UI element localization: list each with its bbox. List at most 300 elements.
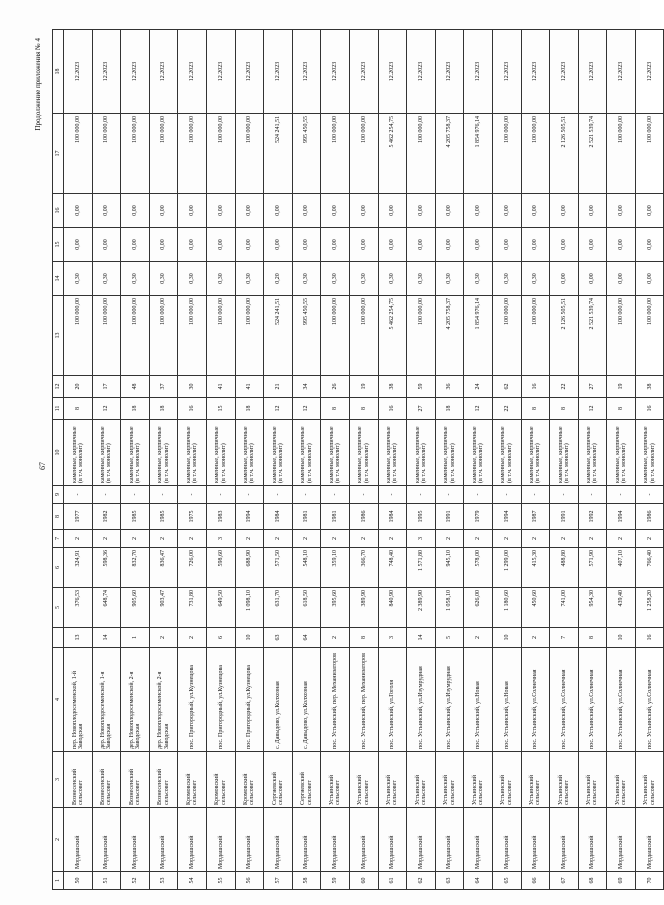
cell-area-living: 945,10 (435, 548, 464, 588)
cell-wall-material: каменные, кирпичные (в т.ч. монолит) (607, 420, 636, 486)
cell-house: 10 (235, 628, 264, 648)
cell-floors: 2 (121, 530, 150, 548)
cell-wall-material: каменные, кирпичные (в т.ч. монолит) (521, 420, 550, 486)
cell-residents: 19 (607, 376, 636, 398)
column-number: 10 (53, 420, 64, 486)
cell-col15: 0,00 (92, 228, 121, 262)
cell-wear: 0,30 (292, 262, 321, 296)
cell-year: 1981 (321, 504, 350, 530)
cell-house: 8 (578, 628, 607, 648)
cell-settlement: Устьинский сельсовет (349, 752, 378, 808)
cell-settlement: Устьинский сельсовет (550, 752, 579, 808)
cell-district: Мордашский (492, 808, 521, 872)
cell-total: 5 462 254,75 (378, 114, 407, 194)
cell-area-living: 359,10 (321, 548, 350, 588)
column-number: 2 (53, 808, 64, 872)
cell-total: 1 854 976,14 (464, 114, 493, 194)
cell-wear: 0,00 (607, 262, 636, 296)
cell-settlement: Устьинский сельсовет (635, 752, 664, 808)
column-number-row (53, 30, 64, 890)
cell-address: пос. Устьинский, пер. Механизаторов (349, 648, 378, 752)
cell-floors: 3 (206, 530, 235, 548)
cell-wear: 0,30 (149, 262, 178, 296)
column-number: 13 (53, 296, 64, 376)
cell-year: 1986 (349, 504, 378, 530)
cell-floors: 2 (521, 530, 550, 548)
page-number: 67 (38, 462, 47, 470)
cell-house: 10 (607, 628, 636, 648)
cell-number: 51 (92, 872, 121, 890)
cell-house: 2 (464, 628, 493, 648)
cell-area-living: 407,10 (607, 548, 636, 588)
column-number: 7 (53, 530, 64, 548)
cell-settlement: Устьинский сельсовет (435, 752, 464, 808)
cell-total: 995 450,55 (292, 114, 321, 194)
cell-residents: 34 (292, 376, 321, 398)
cell-wear: 0,30 (121, 262, 150, 296)
cell-deadline: 12.2023 (521, 30, 550, 114)
column-number: 8 (53, 504, 64, 530)
cell-total: 100 000,00 (521, 114, 550, 194)
cell-number: 68 (578, 872, 607, 890)
cell-total: 100 000,00 (235, 114, 264, 194)
cell-address: пос. Устьинский, ул.Солнечная (578, 648, 607, 752)
cell-number: 70 (635, 872, 664, 890)
cell-apartments: 12 (92, 398, 121, 420)
cell-wear: 0,30 (407, 262, 436, 296)
cell-col16: 0,00 (149, 194, 178, 228)
cell-number: 66 (521, 872, 550, 890)
cell-reconstruction: - (92, 486, 121, 504)
cell-residents: 62 (492, 376, 521, 398)
cell-district: Мордашский (92, 808, 121, 872)
cell-number: 50 (64, 872, 93, 890)
cell-district: Мордашский (464, 808, 493, 872)
cell-settlement: Вознесенский сельсовет (92, 752, 121, 808)
cell-number: 52 (121, 872, 150, 890)
cell-district: Мордашский (435, 808, 464, 872)
cell-settlement: Устьинский сельсовет (492, 752, 521, 808)
cell-col16: 0,00 (607, 194, 636, 228)
cell-residents: 41 (235, 376, 264, 398)
cell-number: 63 (435, 872, 464, 890)
cell-floors: 2 (349, 530, 378, 548)
cell-apartments: 12 (578, 398, 607, 420)
cell-col16: 0,00 (64, 194, 93, 228)
cell-wall-material: каменные, кирпичные (в т.ч. монолит) (178, 420, 207, 486)
cell-area-total: 439,40 (607, 588, 636, 628)
cell-area-living: 598,36 (92, 548, 121, 588)
cell-address: дер. Новоплодосеменской, 1-я Заводская (92, 648, 121, 752)
cell-area-living: 598,60 (206, 548, 235, 588)
cell-settlement: Устьинский сельсовет (607, 752, 636, 808)
cell-apartments: 8 (521, 398, 550, 420)
cell-total: 2 521 539,74 (578, 114, 607, 194)
cell-col16: 0,00 (435, 194, 464, 228)
cell-year: 1981 (292, 504, 321, 530)
cell-total: 100 000,00 (349, 114, 378, 194)
cell-district: Мордашский (121, 808, 150, 872)
cell-residents: 36 (435, 376, 464, 398)
cell-cost: 100 000,00 (492, 296, 521, 376)
cell-floors: 2 (235, 530, 264, 548)
cell-year: 1979 (464, 504, 493, 530)
cell-deadline: 12.2023 (550, 30, 579, 114)
cell-col16: 0,00 (349, 194, 378, 228)
cell-apartments: 16 (378, 398, 407, 420)
table-row (492, 30, 521, 890)
cell-district: Мордашский (149, 808, 178, 872)
cell-wear: 0,30 (92, 262, 121, 296)
cell-wall-material: каменные, кирпичные (в т.ч. монолит) (550, 420, 579, 486)
cell-residents: 26 (321, 376, 350, 398)
cell-area-living: 688,90 (235, 548, 264, 588)
cell-apartments: 8 (349, 398, 378, 420)
cell-deadline: 12.2023 (64, 30, 93, 114)
table-row (292, 30, 321, 890)
cell-col15: 0,00 (492, 228, 521, 262)
cell-number: 53 (149, 872, 178, 890)
cell-col15: 0,00 (435, 228, 464, 262)
cell-house: 1 (121, 628, 150, 648)
cell-col16: 0,00 (578, 194, 607, 228)
cell-floors: 2 (64, 530, 93, 548)
cell-col15: 0,00 (464, 228, 493, 262)
cell-year: 1977 (64, 504, 93, 530)
column-number: 11 (53, 398, 64, 420)
cell-reconstruction: - (578, 486, 607, 504)
cell-area-living: 748,40 (378, 548, 407, 588)
cell-cost: 100 000,00 (178, 296, 207, 376)
cell-col15: 0,00 (349, 228, 378, 262)
cell-settlement: Устьинский сельсовет (521, 752, 550, 808)
cell-deadline: 12.2023 (149, 30, 178, 114)
cell-area-total: 1 258,20 (635, 588, 664, 628)
cell-area-living: 1 571,80 (407, 548, 436, 588)
cell-total: 100 000,00 (321, 114, 350, 194)
table-row (435, 30, 464, 890)
cell-apartments: 12 (464, 398, 493, 420)
cell-district: Мордашский (206, 808, 235, 872)
cell-deadline: 12.2023 (292, 30, 321, 114)
cell-residents: 21 (264, 376, 293, 398)
cell-district: Мордашский (607, 808, 636, 872)
cell-area-total: 389,90 (349, 588, 378, 628)
cell-reconstruction: - (635, 486, 664, 504)
cell-cost: 1 854 976,14 (464, 296, 493, 376)
cell-reconstruction: - (378, 486, 407, 504)
cell-address: пос. Устьинский, ул.Изумрудная (407, 648, 436, 752)
cell-col16: 0,00 (92, 194, 121, 228)
cell-col16: 0,00 (521, 194, 550, 228)
cell-cost: 100 000,00 (92, 296, 121, 376)
cell-address: пос. Пригородный, ул.Кузнецова (235, 648, 264, 752)
cell-address: пос. Устьинский, ул.Солнечная (607, 648, 636, 752)
cell-apartments: 12 (292, 398, 321, 420)
cell-number: 69 (607, 872, 636, 890)
cell-apartments: 15 (206, 398, 235, 420)
cell-address: дер. Новоплодосеменской, 2-я Заводская (149, 648, 178, 752)
cell-area-living: 766,40 (635, 548, 664, 588)
cell-house: 3 (378, 628, 407, 648)
cell-settlement: Устьинский сельсовет (407, 752, 436, 808)
cell-floors: 3 (407, 530, 436, 548)
cell-residents: 38 (635, 376, 664, 398)
cell-reconstruction: - (349, 486, 378, 504)
appendix-caption: Продолжение приложения № 4 (34, 38, 42, 131)
cell-wall-material: каменные, кирпичные (в т.ч. монолит) (378, 420, 407, 486)
cell-wear: 0,30 (178, 262, 207, 296)
cell-floors: 2 (378, 530, 407, 548)
cell-settlement: Устьинский сельсовет (321, 752, 350, 808)
cell-residents: 27 (578, 376, 607, 398)
cell-residents: 48 (121, 376, 150, 398)
cell-wall-material: каменные, кирпичные (в т.ч. монолит) (492, 420, 521, 486)
column-number: 9 (53, 486, 64, 504)
cell-district: Мордашский (292, 808, 321, 872)
cell-col16: 0,00 (321, 194, 350, 228)
cell-district: Мордашский (64, 808, 93, 872)
cell-number: 61 (378, 872, 407, 890)
cell-wall-material: каменные, кирпичные (в т.ч. монолит) (635, 420, 664, 486)
cell-reconstruction: - (607, 486, 636, 504)
cell-wear: 0,00 (578, 262, 607, 296)
cell-number: 58 (292, 872, 321, 890)
cell-area-total: 2 389,90 (407, 588, 436, 628)
cell-settlement: Кромовский сельсовет (178, 752, 207, 808)
cell-address: пос. Устьинский, ул.Новая (492, 648, 521, 752)
cell-cost: 100 000,00 (521, 296, 550, 376)
cell-deadline: 12.2023 (435, 30, 464, 114)
cell-district: Мордашский (521, 808, 550, 872)
cell-col16: 0,00 (206, 194, 235, 228)
cell-apartments: 18 (121, 398, 150, 420)
cell-wall-material: каменные, кирпичные (в т.ч. монолит) (578, 420, 607, 486)
cell-col15: 0,00 (178, 228, 207, 262)
cell-cost: 100 000,00 (407, 296, 436, 376)
cell-col16: 0,00 (492, 194, 521, 228)
column-number: 6 (53, 548, 64, 588)
cell-area-living: 571,50 (264, 548, 293, 588)
table-row (149, 30, 178, 890)
cell-cost: 100 000,00 (235, 296, 264, 376)
column-number: 1 (53, 872, 64, 890)
cell-reconstruction: - (235, 486, 264, 504)
cell-col15: 0,00 (292, 228, 321, 262)
cell-wall-material: каменные, кирпичные (в т.ч. монолит) (264, 420, 293, 486)
cell-col16: 0,00 (121, 194, 150, 228)
cell-area-total: 954,30 (578, 588, 607, 628)
cell-floors: 2 (321, 530, 350, 548)
cell-year: 1992 (578, 504, 607, 530)
cell-col15: 0,00 (121, 228, 150, 262)
cell-house: 6 (206, 628, 235, 648)
cell-year: 1984 (378, 504, 407, 530)
cell-total: 524 241,51 (264, 114, 293, 194)
cell-settlement: Вознесенский сельсовет (121, 752, 150, 808)
cell-year: 1984 (264, 504, 293, 530)
cell-house: 2 (178, 628, 207, 648)
cell-floors: 2 (550, 530, 579, 548)
cell-col15: 0,00 (521, 228, 550, 262)
cell-reconstruction: - (264, 486, 293, 504)
cell-wall-material: каменные, кирпичные (в т.ч. монолит) (206, 420, 235, 486)
cell-total: 100 000,00 (178, 114, 207, 194)
cell-address: дер. Новоплодосеменской, 2-я Заводская (121, 648, 150, 752)
column-number: 12 (53, 376, 64, 398)
cell-number: 59 (321, 872, 350, 890)
cell-reconstruction: - (206, 486, 235, 504)
cell-district: Мордашский (349, 808, 378, 872)
cell-district: Мордашский (635, 808, 664, 872)
cell-wear: 0,30 (349, 262, 378, 296)
table-row (178, 30, 207, 890)
cell-settlement: Кромовский сельсовет (235, 752, 264, 808)
cell-col15: 0,00 (149, 228, 178, 262)
cell-col15: 0,00 (550, 228, 579, 262)
cell-residents: 16 (521, 376, 550, 398)
table-row (635, 30, 664, 890)
cell-area-living: 726,00 (178, 548, 207, 588)
cell-residents: 59 (407, 376, 436, 398)
cell-settlement: Устьинский сельсовет (464, 752, 493, 808)
table-row (264, 30, 293, 890)
cell-district: Мордашский (178, 808, 207, 872)
cell-number: 57 (264, 872, 293, 890)
cell-col16: 0,00 (407, 194, 436, 228)
cell-wall-material: каменные, кирпичные (в т.ч. монолит) (321, 420, 350, 486)
cell-apartments: 18 (235, 398, 264, 420)
cell-district: Мордашский (378, 808, 407, 872)
cell-settlement: Кромовский сельсовет (206, 752, 235, 808)
cell-area-total: 731,80 (178, 588, 207, 628)
cell-deadline: 12.2023 (321, 30, 350, 114)
cell-deadline: 12.2023 (121, 30, 150, 114)
cell-address: пос. Устьинский, ул.Изумрудная (435, 648, 464, 752)
cell-address: пер. Новоплодосеменской, 1-й Заводская (64, 648, 93, 752)
cell-house: 2 (521, 628, 550, 648)
cell-wall-material: каменные, кирпичные (в т.ч. монолит) (464, 420, 493, 486)
cell-wear: 0,30 (206, 262, 235, 296)
cell-col16: 0,00 (292, 194, 321, 228)
cell-deadline: 12.2023 (407, 30, 436, 114)
cell-area-living: 415,30 (521, 548, 550, 588)
cell-house: 14 (92, 628, 121, 648)
cell-residents: 24 (464, 376, 493, 398)
cell-wear: 0,30 (492, 262, 521, 296)
cell-house: 8 (349, 628, 378, 648)
cell-year: 1994 (235, 504, 264, 530)
cell-area-total: 626,00 (464, 588, 493, 628)
cell-total: 100 000,00 (407, 114, 436, 194)
cell-district: Мордашский (407, 808, 436, 872)
cell-area-total: 395,60 (321, 588, 350, 628)
cell-residents: 41 (206, 376, 235, 398)
cell-district: Мордашский (321, 808, 350, 872)
cell-address: пос. Пригородный, ул.Кузнецова (178, 648, 207, 752)
cell-address: пос. Пригородный, ул.Кузнецова (206, 648, 235, 752)
cell-floors: 2 (178, 530, 207, 548)
table-row (121, 30, 150, 890)
cell-address: пос. Устьинский, ул.Солнечная (521, 648, 550, 752)
column-number: 5 (53, 588, 64, 628)
cell-cost: 524 241,51 (264, 296, 293, 376)
cell-area-total: 903,47 (149, 588, 178, 628)
cell-wear: 0,00 (550, 262, 579, 296)
cell-area-total: 376,53 (64, 588, 93, 628)
cell-wall-material: каменные, кирпичные (в т.ч. монолит) (435, 420, 464, 486)
cell-wall-material: каменные, кирпичные (в т.ч. монолит) (121, 420, 150, 486)
cell-reconstruction: - (464, 486, 493, 504)
cell-area-living: 324,91 (64, 548, 93, 588)
table-row (550, 30, 579, 890)
cell-apartments: 18 (435, 398, 464, 420)
cell-wear: 0,30 (378, 262, 407, 296)
cell-total: 100 000,00 (492, 114, 521, 194)
cell-house: 14 (407, 628, 436, 648)
cell-year: 1975 (178, 504, 207, 530)
cell-cost: 100 000,00 (149, 296, 178, 376)
table-row (92, 30, 121, 890)
cell-house: 7 (550, 628, 579, 648)
cell-residents: 17 (92, 376, 121, 398)
cell-total: 100 000,00 (149, 114, 178, 194)
cell-cost: 100 000,00 (607, 296, 636, 376)
cell-deadline: 12.2023 (378, 30, 407, 114)
cell-wear: 0,30 (464, 262, 493, 296)
cell-total: 100 000,00 (206, 114, 235, 194)
table-row (521, 30, 550, 890)
cell-apartments: 16 (635, 398, 664, 420)
cell-number: 62 (407, 872, 436, 890)
cell-deadline: 12.2023 (635, 30, 664, 114)
table-row (235, 30, 264, 890)
cell-floors: 2 (92, 530, 121, 548)
cell-wall-material: каменные, кирпичные (в т.ч. монолит) (149, 420, 178, 486)
cell-floors: 2 (578, 530, 607, 548)
cell-col16: 0,00 (235, 194, 264, 228)
cell-area-total: 1 058,10 (435, 588, 464, 628)
cell-wear: 0,00 (635, 262, 664, 296)
cell-col15: 0,00 (235, 228, 264, 262)
cell-reconstruction: - (149, 486, 178, 504)
cell-address: пос. Устьинский, ул.Солнечная (635, 648, 664, 752)
cell-number: 56 (235, 872, 264, 890)
cell-deadline: 12.2023 (92, 30, 121, 114)
cell-area-living: 366,70 (349, 548, 378, 588)
cell-residents: 22 (550, 376, 579, 398)
cell-residents: 20 (64, 376, 93, 398)
cell-col16: 0,00 (178, 194, 207, 228)
cell-deadline: 12.2023 (492, 30, 521, 114)
cell-apartments: 18 (149, 398, 178, 420)
cell-deadline: 12.2023 (464, 30, 493, 114)
cell-area-living: 548,10 (292, 548, 321, 588)
cell-col15: 0,00 (378, 228, 407, 262)
cell-wear: 0,20 (264, 262, 293, 296)
cell-area-total: 741,00 (550, 588, 579, 628)
cell-col15: 0,00 (321, 228, 350, 262)
cell-col15: 0,00 (635, 228, 664, 262)
cell-district: Мордашский (264, 808, 293, 872)
table-row (578, 30, 607, 890)
cell-col15: 0,00 (64, 228, 93, 262)
table-row (407, 30, 436, 890)
cell-wall-material: каменные, кирпичные (в т.ч. монолит) (407, 420, 436, 486)
cell-floors: 2 (264, 530, 293, 548)
cell-total: 2 126 505,51 (550, 114, 579, 194)
cell-year: 1995 (407, 504, 436, 530)
